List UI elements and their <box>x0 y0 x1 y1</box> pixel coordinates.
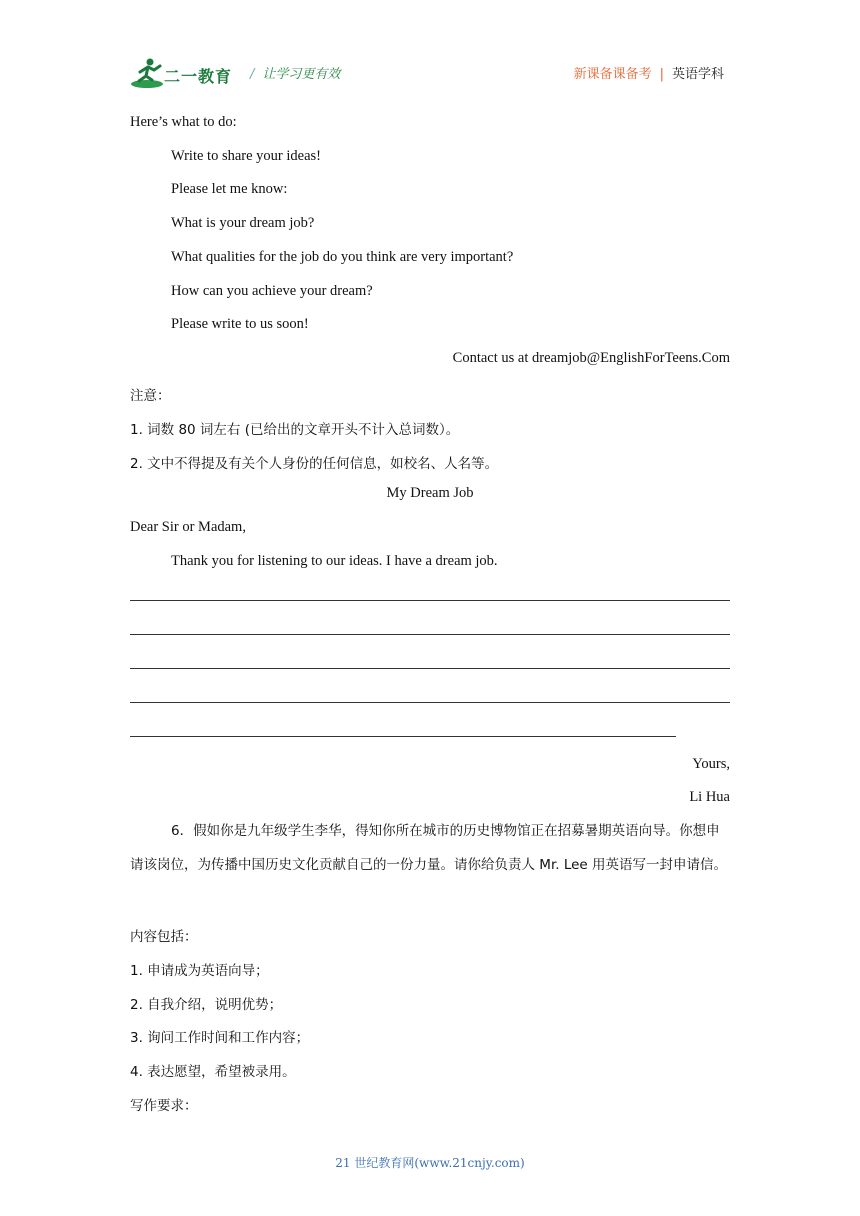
task-line-4: What qualities for the job do you think are very important? <box>171 249 514 265</box>
header-separator: | <box>659 67 664 82</box>
note-item-1: 1. 词数 80 词左右 (已给出的文章开头不计入总词数）。 <box>130 422 460 438</box>
content-item-3: 3. 询问工作时间和工作内容； <box>130 1030 310 1046</box>
answer-blank-line[interactable] <box>130 600 730 601</box>
header-course: 新课备课备考 <box>573 67 652 82</box>
essay-title: My Dream Job <box>386 485 474 501</box>
intro-line: Here’s what to do: <box>130 114 237 130</box>
answer-blank-line[interactable] <box>130 668 730 669</box>
note-title: 注意： <box>130 388 171 404</box>
closing: Yours, <box>692 756 730 772</box>
content-title: 内容包括： <box>130 929 198 945</box>
contact-line: Contact us at dreamjob@EnglishForTeens.Com <box>452 350 730 366</box>
answer-blank-line[interactable] <box>130 702 730 703</box>
signature: Li Hua <box>689 789 730 805</box>
answer-blank-line[interactable] <box>130 634 730 635</box>
logo <box>130 56 250 90</box>
opening-sentence: Thank you for listening to our ideas. I have a dream job. <box>171 553 498 569</box>
header-subject-name: 英语学科 <box>671 67 724 82</box>
content-item-1: 1. 申请成为英语向导； <box>130 963 269 979</box>
logo-text: 二一教育 <box>164 67 233 86</box>
question-6-text <box>130 815 730 882</box>
task-line-1: Write to share your ideas! <box>171 148 321 164</box>
task-line-2: Please let me know: <box>171 181 288 197</box>
page-footer: 21 世纪教育网(www.21cnjy.com) <box>335 1156 525 1170</box>
salutation: Dear Sir or Madam, <box>130 519 246 535</box>
requirements-title: 写作要求： <box>130 1098 198 1114</box>
question-6-body: 6．假如你是九年级学生李华，得知你所在城市的历史博物馆正在招募暑期英语向导。你想申请该岗位，为传播中国历史文化贡献自己的一份力量。请你给负责人 Mr. Lee 用英语写一封申请信。 <box>130 823 728 873</box>
slogan: / 让学习更有效 <box>250 67 341 82</box>
note-item-2: 2. 文中不得提及有关个人身份的任何信息，如校名、人名等。 <box>130 456 499 472</box>
task-line-6: Please write to us soon! <box>171 316 309 332</box>
header-subject <box>574 63 724 82</box>
task-line-5: How can you achieve your dream? <box>171 283 373 299</box>
task-line-3: What is your dream job? <box>171 215 315 231</box>
page-header <box>130 52 730 92</box>
slogan-text: 让学习更有效 <box>262 67 341 82</box>
content-item-2: 2. 自我介绍，说明优势； <box>130 997 283 1013</box>
runner-logo-icon <box>130 56 164 90</box>
content-item-4: 4. 表达愿望，希望被录用。 <box>130 1064 296 1080</box>
answer-blank-line[interactable] <box>130 736 676 737</box>
